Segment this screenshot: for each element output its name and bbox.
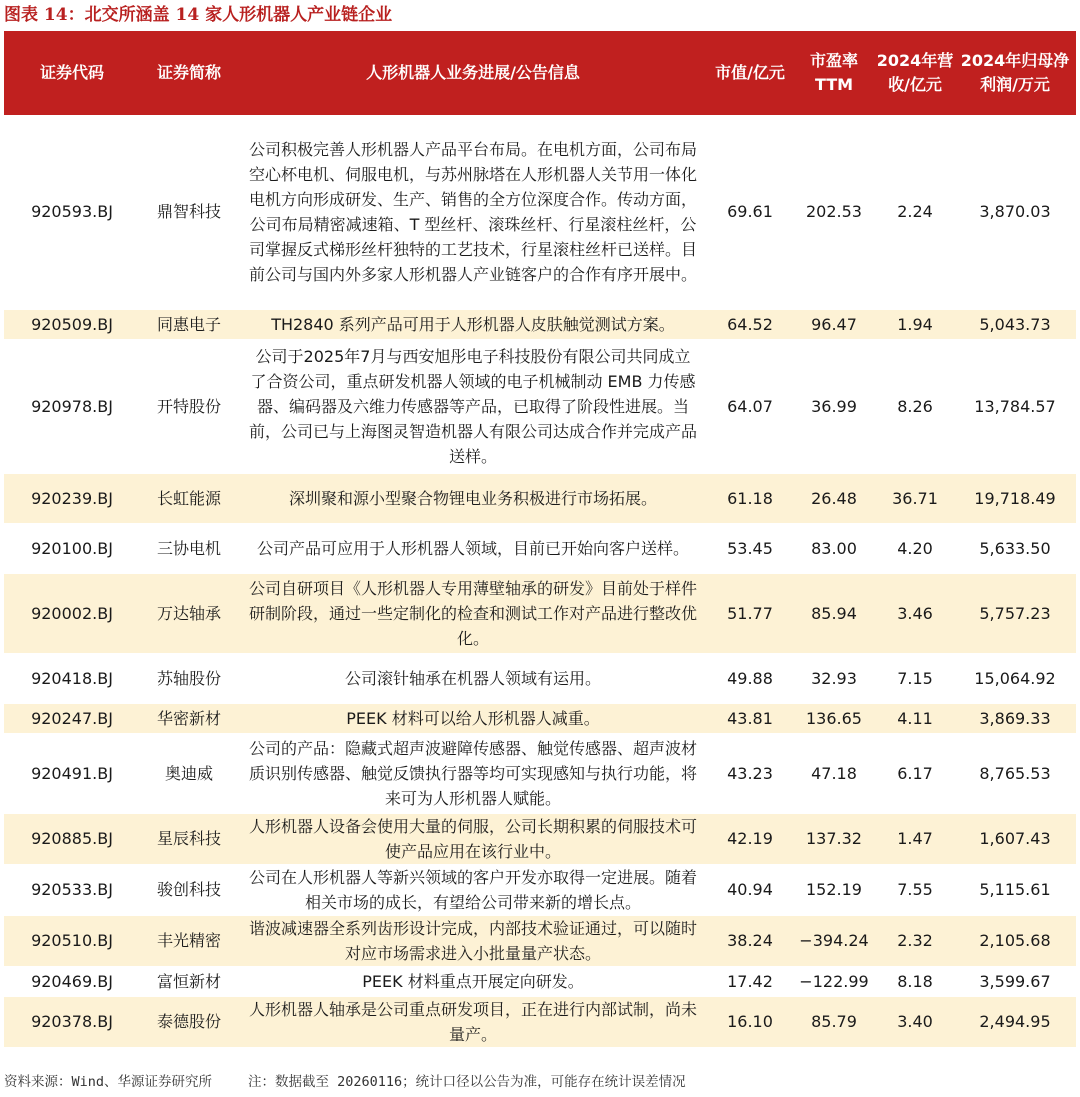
cell-desc: 公司于2025年7月与西安旭彤电子科技股份有限公司共同成立了合资公司，重点研发机器人领域的电子机械制动 EMB 力传感器、编码器及六维力传感器等产品，已取得了阶段性进展。当前，公司已与上海图灵智造机器人有限公司达成合作并完成产品送样。	[238, 339, 708, 473]
cell-profit: 1,607.43	[954, 813, 1076, 864]
table-row	[4, 309, 1076, 339]
cell-pe: 202.53	[792, 115, 876, 309]
cell-name: 华密新材	[140, 703, 238, 733]
cell-mktcap: 61.18	[708, 473, 792, 523]
cell-code: 920510.BJ	[4, 915, 140, 966]
cell-profit: 19,718.49	[954, 473, 1076, 523]
table-row	[4, 339, 1076, 473]
cell-rev: 7.15	[876, 653, 954, 703]
cell-code: 920239.BJ	[4, 473, 140, 523]
cell-pe: 136.65	[792, 703, 876, 733]
cell-desc: PEEK 材料可以给人形机器人减重。	[238, 703, 708, 733]
header-name: 证券简称	[140, 31, 238, 115]
cell-name: 星辰科技	[140, 813, 238, 864]
cell-mktcap: 64.52	[708, 309, 792, 339]
table-row	[4, 523, 1076, 573]
cell-pe: 36.99	[792, 339, 876, 473]
cell-pe: 152.19	[792, 864, 876, 915]
cell-desc: 公司在人形机器人等新兴领域的客户开发亦取得一定进展。随着相关市场的成长，有望给公司带来新的增长点。	[238, 864, 708, 915]
cell-rev: 6.17	[876, 733, 954, 813]
cell-profit: 5,757.23	[954, 573, 1076, 653]
cell-code: 920978.BJ	[4, 339, 140, 473]
cell-rev: 8.26	[876, 339, 954, 473]
table-row	[4, 473, 1076, 523]
cell-mktcap: 42.19	[708, 813, 792, 864]
cell-code: 920002.BJ	[4, 573, 140, 653]
cell-desc: 公司滚针轴承在机器人领域有运用。	[238, 653, 708, 703]
header-desc: 人形机器人业务进展/公告信息	[238, 31, 708, 115]
cell-pe: 47.18	[792, 733, 876, 813]
cell-pe: 85.94	[792, 573, 876, 653]
cell-profit: 2,105.68	[954, 915, 1076, 966]
cell-profit: 5,633.50	[954, 523, 1076, 573]
cell-mktcap: 69.61	[708, 115, 792, 309]
cell-rev: 36.71	[876, 473, 954, 523]
cell-profit: 5,115.61	[954, 864, 1076, 915]
table-row	[4, 864, 1076, 915]
cell-name: 奥迪威	[140, 733, 238, 813]
cell-rev: 2.32	[876, 915, 954, 966]
table-row	[4, 703, 1076, 733]
cell-name: 万达轴承	[140, 573, 238, 653]
cell-mktcap: 43.23	[708, 733, 792, 813]
cell-pe: −394.24	[792, 915, 876, 966]
cell-desc: 谐波减速器全系列齿形设计完成，内部技术验证通过，可以随时对应市场需求进入小批量量产状态。	[238, 915, 708, 966]
cell-code: 920533.BJ	[4, 864, 140, 915]
cell-name: 三协电机	[140, 523, 238, 573]
footer-source: 资料来源：Wind、华源证券研究所	[4, 1074, 213, 1090]
table-row	[4, 733, 1076, 813]
cell-code: 920100.BJ	[4, 523, 140, 573]
cell-name: 骏创科技	[140, 864, 238, 915]
table-row	[4, 966, 1076, 996]
cell-pe: 32.93	[792, 653, 876, 703]
cell-mktcap: 17.42	[708, 966, 792, 996]
table-row	[4, 996, 1076, 1047]
cell-name: 长虹能源	[140, 473, 238, 523]
cell-desc: 人形机器人设备会使用大量的伺服，公司长期积累的伺服技术可使产品应用在该行业中。	[238, 813, 708, 864]
cell-profit: 5,043.73	[954, 309, 1076, 339]
table-header-row	[4, 31, 1076, 115]
cell-mktcap: 16.10	[708, 996, 792, 1047]
cell-mktcap: 51.77	[708, 573, 792, 653]
cell-profit: 2,494.95	[954, 996, 1076, 1047]
cell-mktcap: 64.07	[708, 339, 792, 473]
cell-desc: 公司的产品：隐藏式超声波避障传感器、触觉传感器、超声波材质识别传感器、触觉反馈执行器等均可实现感知与执行功能，将来可为人形机器人赋能。	[238, 733, 708, 813]
table-row	[4, 115, 1076, 309]
header-pe: 市盈率TTM	[792, 31, 876, 115]
header-mktcap: 市值/亿元	[708, 31, 792, 115]
cell-rev: 4.11	[876, 703, 954, 733]
cell-name: 鼎智科技	[140, 115, 238, 309]
cell-pe: 85.79	[792, 996, 876, 1047]
cell-rev: 2.24	[876, 115, 954, 309]
cell-name: 泰德股份	[140, 996, 238, 1047]
cell-profit: 15,064.92	[954, 653, 1076, 703]
table-row	[4, 573, 1076, 653]
cell-desc: 公司产品可应用于人形机器人领域，目前已开始向客户送样。	[238, 523, 708, 573]
cell-mktcap: 49.88	[708, 653, 792, 703]
cell-code: 920469.BJ	[4, 966, 140, 996]
cell-mktcap: 40.94	[708, 864, 792, 915]
table-body	[4, 115, 1076, 1047]
cell-desc: 人形机器人轴承是公司重点研发项目，正在进行内部试制，尚未量产。	[238, 996, 708, 1047]
cell-rev: 1.47	[876, 813, 954, 864]
cell-rev: 8.18	[876, 966, 954, 996]
table-row	[4, 915, 1076, 966]
cell-pe: 137.32	[792, 813, 876, 864]
cell-mktcap: 53.45	[708, 523, 792, 573]
cell-pe: 83.00	[792, 523, 876, 573]
cell-name: 苏轴股份	[140, 653, 238, 703]
cell-desc: TH2840 系列产品可用于人形机器人皮肤触觉测试方案。	[238, 309, 708, 339]
cell-code: 920509.BJ	[4, 309, 140, 339]
cell-desc: PEEK 材料重点开展定向研发。	[238, 966, 708, 996]
cell-rev: 7.55	[876, 864, 954, 915]
cell-desc: 深圳聚和源小型聚合物锂电业务积极进行市场拓展。	[238, 473, 708, 523]
cell-mktcap: 38.24	[708, 915, 792, 966]
cell-desc: 公司自研项目《人形机器人专用薄壁轴承的研发》目前处于样件研制阶段，通过一些定制化的检查和测试工作对产品进行整改优化。	[238, 573, 708, 653]
cell-name: 丰光精密	[140, 915, 238, 966]
table-row	[4, 653, 1076, 703]
cell-rev: 3.40	[876, 996, 954, 1047]
cell-profit: 3,869.33	[954, 703, 1076, 733]
cell-mktcap: 43.81	[708, 703, 792, 733]
cell-code: 920593.BJ	[4, 115, 140, 309]
cell-code: 920247.BJ	[4, 703, 140, 733]
header-rev: 2024年营收/亿元	[876, 31, 954, 115]
cell-profit: 13,784.57	[954, 339, 1076, 473]
cell-rev: 3.46	[876, 573, 954, 653]
cell-code: 920885.BJ	[4, 813, 140, 864]
cell-name: 同惠电子	[140, 309, 238, 339]
cell-pe: −122.99	[792, 966, 876, 996]
footer-note: 注：数据截至 20260116；统计口径以公告为准，可能存在统计误差情况	[248, 1074, 686, 1090]
figure-title: 图表 14：北交所涵盖 14 家人形机器人产业链企业	[4, 5, 393, 25]
table-row	[4, 813, 1076, 864]
footer	[4, 1071, 1076, 1093]
cell-rev: 4.20	[876, 523, 954, 573]
cell-profit: 3,870.03	[954, 115, 1076, 309]
cell-name: 开特股份	[140, 339, 238, 473]
cell-desc: 公司积极完善人形机器人产品平台布局。在电机方面，公司布局空心杯电机、伺服电机，与苏州脉塔在人形机器人关节用一体化电机方向形成研发、生产、销售的全方位深度合作。传动方面，公司布局精密减速箱、T 型丝杆、滚珠丝杆、行星滚柱丝杆，公司掌握反式梯形丝杆独特的工艺技术，行星滚柱丝杆已送样。目前公司与国内外多家人形机器人产业链客户的合作有序开展中。	[238, 115, 708, 309]
cell-pe: 26.48	[792, 473, 876, 523]
cell-code: 920418.BJ	[4, 653, 140, 703]
cell-profit: 8,765.53	[954, 733, 1076, 813]
cell-profit: 3,599.67	[954, 966, 1076, 996]
cell-code: 920378.BJ	[4, 996, 140, 1047]
cell-rev: 1.94	[876, 309, 954, 339]
cell-name: 富恒新材	[140, 966, 238, 996]
header-profit: 2024年归母净利润/万元	[954, 31, 1076, 115]
cell-pe: 96.47	[792, 309, 876, 339]
header-code: 证券代码	[4, 31, 140, 115]
company-table	[4, 31, 1076, 1048]
cell-code: 920491.BJ	[4, 733, 140, 813]
